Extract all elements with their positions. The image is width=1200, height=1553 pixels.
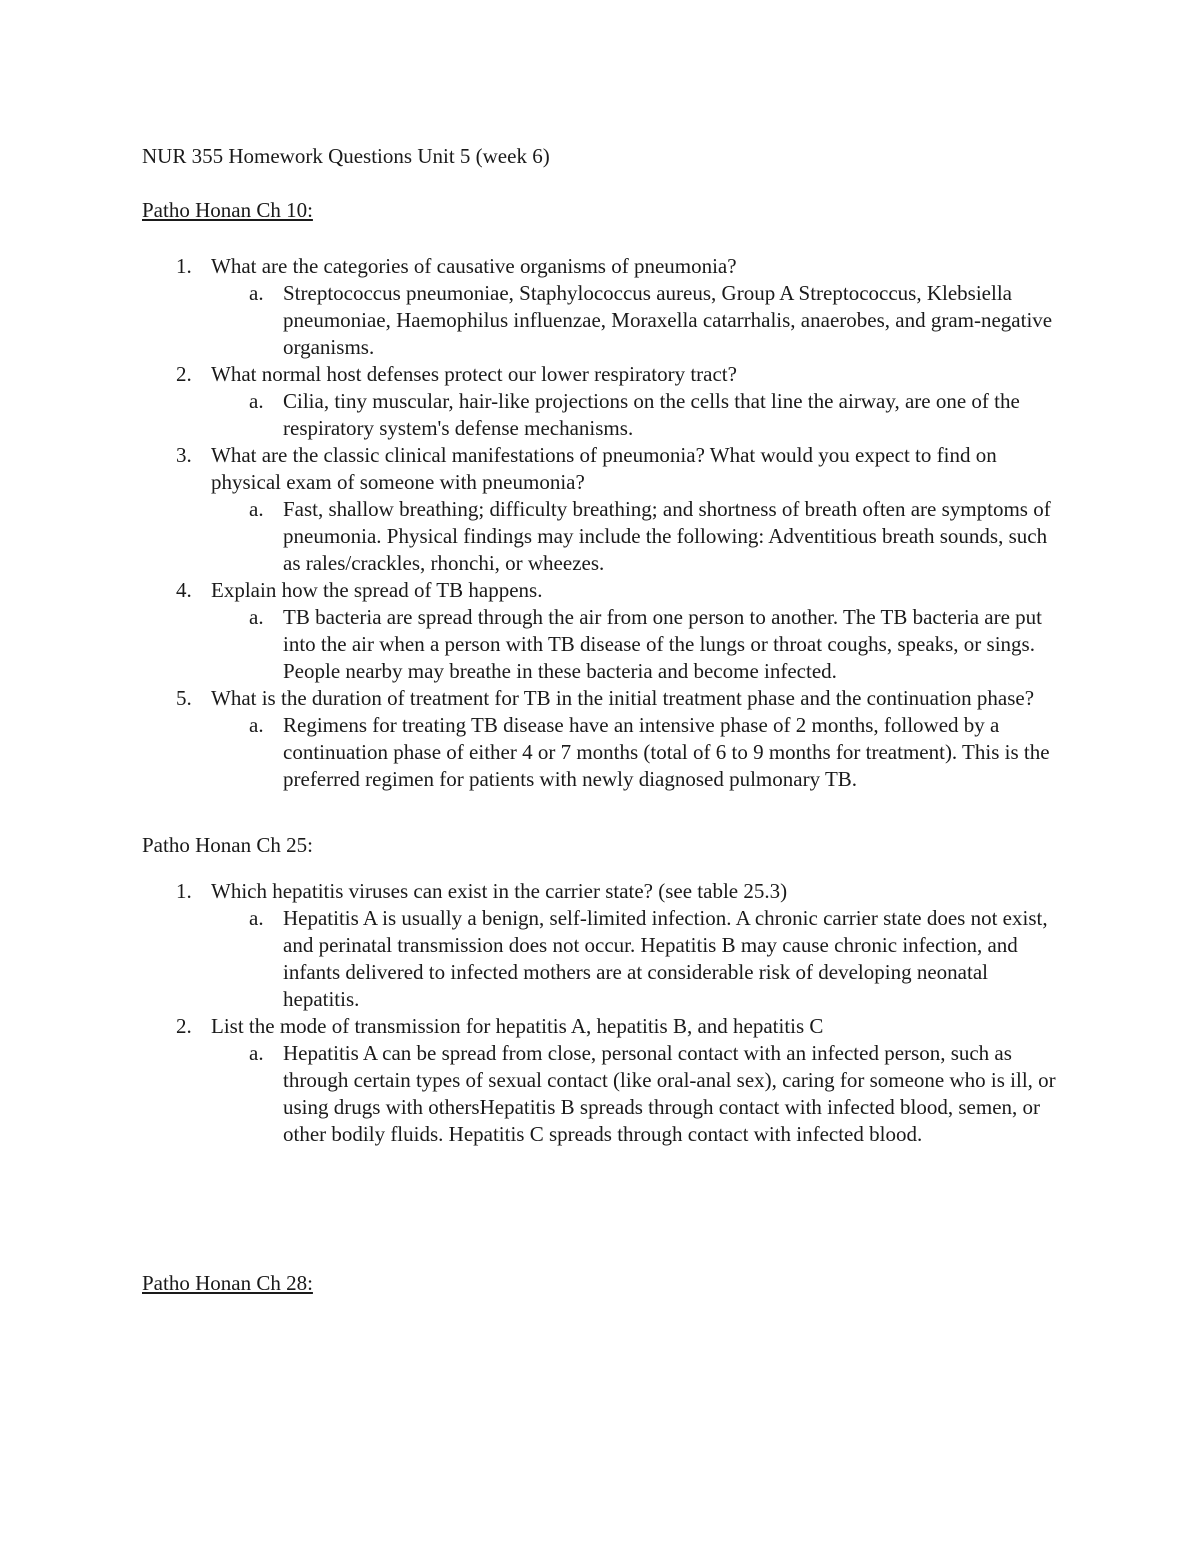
question-number: 2.	[176, 1014, 192, 1038]
question-text: What are the classic clinical manifestations of pneumonia? What would you expect to find on physical exam of someone with pneumonia?	[211, 443, 997, 494]
answer-text: Hepatitis A is usually a benign, self-limited infection. A chronic carrier state does not exist, and perinatal transmission does not occur. Hepatitis B may cause chronic infection, and infants delivered to infected mothers are at considerable risk of developing neonatal hepatitis.	[283, 906, 1048, 1011]
question-item	[142, 1013, 1062, 1148]
answer-text: Streptococcus pneumoniae, Staphylococcus aureus, Group A Streptococcus, Klebsiella pneumoniae, Haemophilus influenzae, Moraxella catarrhalis, anaerobes, and gram-negative organisms.	[283, 281, 1053, 359]
question-number: 1.	[176, 879, 192, 903]
answer-letter: a.	[249, 906, 264, 930]
answer-letter: a.	[249, 389, 264, 413]
question-text: What normal host defenses protect our lower respiratory tract?	[211, 362, 737, 386]
answer-letter: a.	[249, 497, 264, 521]
section-heading-ch10: Patho Honan Ch 10:	[142, 198, 313, 222]
question-text: List the mode of transmission for hepatitis A, hepatitis B, and hepatitis C	[211, 1014, 824, 1038]
answer-letter: a.	[249, 281, 264, 305]
answer-list	[211, 388, 1062, 442]
question-item	[142, 442, 1062, 577]
question-item	[142, 253, 1062, 361]
answer-list	[211, 280, 1062, 361]
question-number: 1.	[176, 254, 192, 278]
answer-item	[211, 712, 1062, 793]
question-text: What is the duration of treatment for TB in the initial treatment phase and the continuation phase?	[211, 686, 1035, 710]
question-item	[142, 878, 1062, 1013]
answer-list	[211, 1040, 1062, 1148]
answer-text: Regimens for treating TB disease have an intensive phase of 2 months, followed by a continuation phase of either 4 or 7 months (total of 6 to 9 months for treatment). This is the preferred regimen for patients with newly diagnosed pulmonary TB.	[283, 713, 1050, 791]
question-item	[142, 361, 1062, 442]
answer-text: Cilia, tiny muscular, hair-like projections on the cells that line the airway, are one of the respiratory system's defense mechanisms.	[283, 389, 1020, 440]
answer-text: TB bacteria are spread through the air from one person to another. The TB bacteria are put into the air when a person with TB disease of the lungs or throat coughs, speaks, or sings. People nearby may breathe in these bacteria and become infected.	[283, 605, 1043, 683]
document-title: NUR 355 Homework Questions Unit 5 (week 6)	[142, 144, 550, 168]
answer-item	[211, 1040, 1062, 1148]
answer-letter: a.	[249, 1041, 264, 1065]
question-item	[142, 577, 1062, 685]
answer-letter: a.	[249, 605, 264, 629]
question-text: What are the categories of causative organisms of pneumonia?	[211, 254, 737, 278]
answer-text: Hepatitis A can be spread from close, personal contact with an infected person, such as through certain types of sexual contact (like oral-anal sex), caring for someone who is ill, or using drugs with othersHepatitis B spreads through contact with infected blood, semen, or other bodily fluids. Hepatitis C spreads through contact with infected blood.	[283, 1041, 1056, 1146]
document-page	[142, 143, 1062, 1297]
answer-list	[211, 496, 1062, 577]
answer-item	[211, 388, 1062, 442]
question-text: Which hepatitis viruses can exist in the carrier state? (see table 25.3)	[211, 879, 788, 903]
section-heading-ch28: Patho Honan Ch 28:	[142, 1271, 313, 1295]
section-heading-ch25: Patho Honan Ch 25:	[142, 833, 313, 857]
answer-list	[211, 905, 1062, 1013]
question-list-ch10	[142, 253, 1062, 793]
question-text: Explain how the spread of TB happens.	[211, 578, 543, 602]
answer-item	[211, 496, 1062, 577]
answer-letter: a.	[249, 713, 264, 737]
question-item	[142, 685, 1062, 793]
answer-item	[211, 280, 1062, 361]
answer-item	[211, 905, 1062, 1013]
question-number: 3.	[176, 443, 192, 467]
answer-text: Fast, shallow breathing; difficulty breathing; and shortness of breath often are symptoms of pneumonia. Physical findings may include the following: Adventitious breath sounds, such as rales/crackles, rhonchi, or wheezes.	[283, 497, 1051, 575]
question-number: 4.	[176, 578, 192, 602]
answer-list	[211, 604, 1062, 685]
question-list-ch25	[142, 878, 1062, 1148]
answer-list	[211, 712, 1062, 793]
answer-item	[211, 604, 1062, 685]
question-number: 5.	[176, 686, 192, 710]
question-number: 2.	[176, 362, 192, 386]
